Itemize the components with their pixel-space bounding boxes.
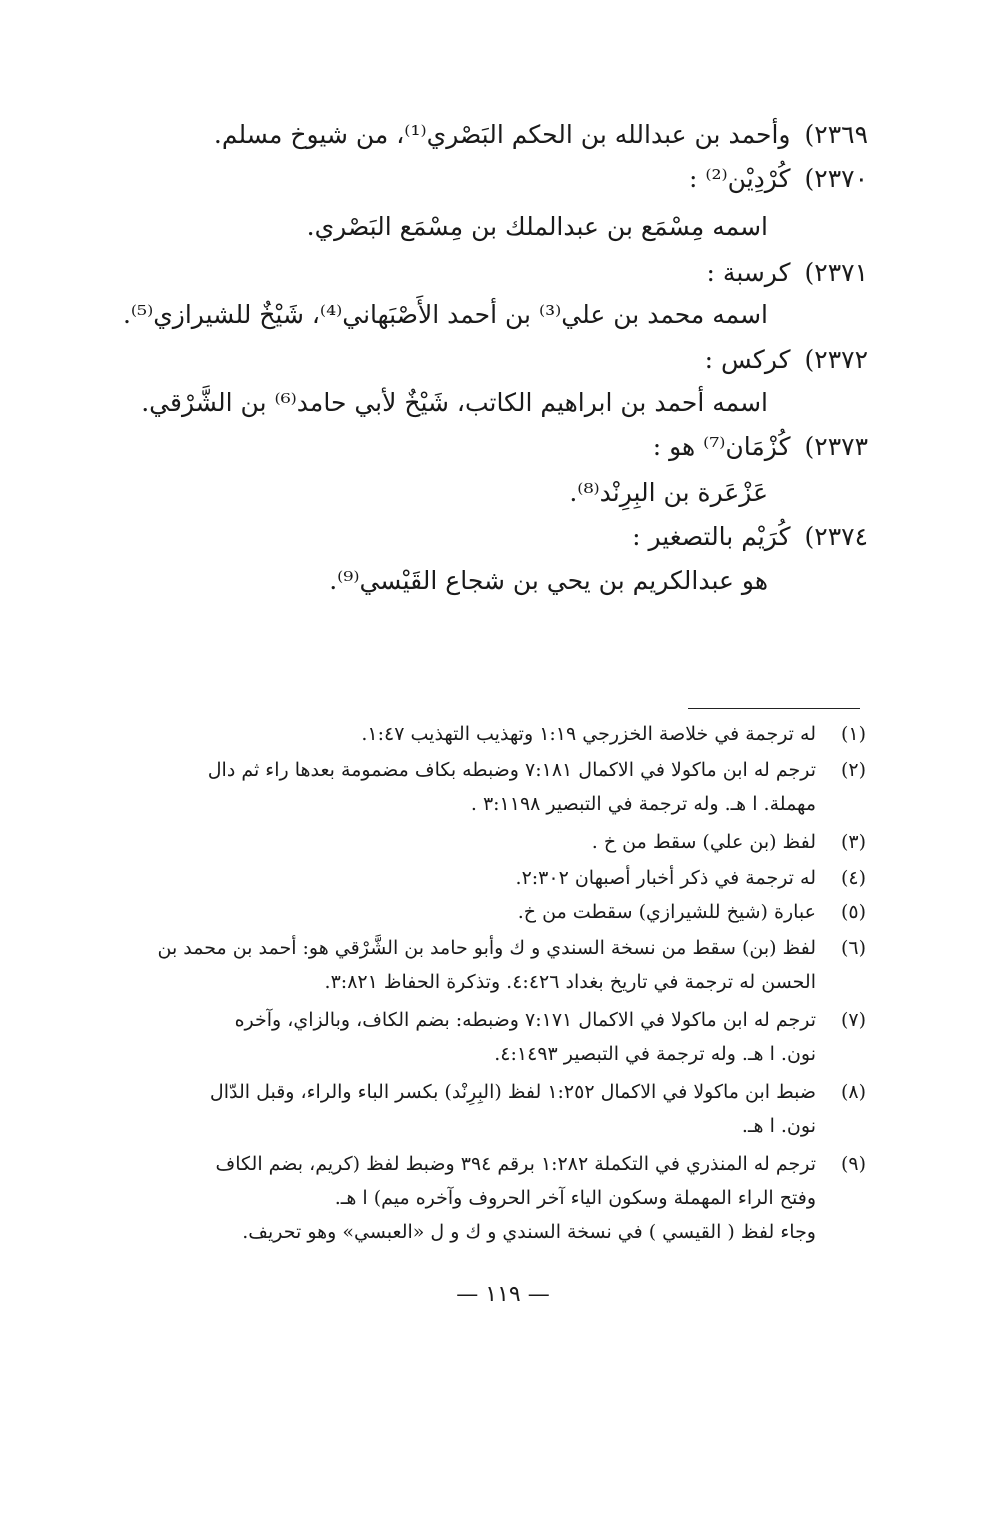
- entry-number: ٢٣٧٢): [804, 345, 868, 374]
- footnote-text: نون. ا هـ. وله ترجمة في التبصير ٤:١٤٩٣.: [494, 1043, 816, 1065]
- entry-2374-detail: [329, 564, 768, 598]
- footnote-text: ترجم له ابن ماكولا في الاكمال ٧:١٨١ وضبطه بكاف مضمومة بعدها راء ثم دال: [207, 759, 816, 781]
- footnote-number: (٦): [840, 937, 866, 959]
- entry-number: ٢٣٧٤): [804, 522, 868, 551]
- entry-2372: [705, 343, 868, 377]
- footnote-number: (٥): [840, 901, 866, 923]
- footnote-4: [516, 864, 866, 892]
- footnote-9-cont: [335, 1184, 816, 1212]
- entry-number: ٢٣٦٩): [804, 120, 868, 149]
- footnote-5: [518, 898, 866, 926]
- footnote-6-cont: [325, 968, 816, 996]
- footnote-text: ضبط ابن ماكولا في الاكمال ١:٢٥٢ لفظ (البِرِنْد) بكسر الباء والراء، وقبل الدّال: [209, 1081, 816, 1103]
- footnote-text: مهملة. ا هـ. وله ترجمة في التبصير ٣:١١٩٨ .: [470, 793, 816, 815]
- footnote-8: [210, 1078, 866, 1106]
- footnote-number: (٨): [840, 1081, 866, 1103]
- footnote-text: لفظ (بن علي) سقط من خ .: [591, 831, 816, 853]
- entry-number: ٢٣٧٠): [804, 164, 868, 193]
- entry-text: عَزْعَرة بن البِرِنْد⁽⁸⁾.: [569, 478, 768, 507]
- entry-2371: [707, 256, 868, 290]
- entry-2369: [214, 118, 868, 152]
- footnote-3: [592, 828, 866, 856]
- footnote-text: له ترجمة في ذكر أخبار أصبهان ٢:٣٠٢.: [515, 867, 816, 889]
- page-number: — ١١٩ —: [456, 1282, 550, 1307]
- footnote-text: وجاء لفظ ( القيسي ) في نسخة السندي و ك و ل «العبسي» وهو تحريف.: [242, 1221, 816, 1243]
- footnote-number: (٣): [840, 831, 866, 853]
- entry-text: كُرَيْم بالتصغير :: [632, 522, 791, 551]
- entry-text: وأحمد بن عبدالله بن الحكم البَصْري⁽¹⁾، من شيوخ مسلم.: [213, 120, 791, 149]
- footnote-2-cont: [471, 790, 816, 818]
- footnote-number: (٩): [840, 1153, 866, 1175]
- footnote-number: (٧): [840, 1009, 866, 1031]
- entry-text: اسمه مِسْمَع بن عبدالملك بن مِسْمَع البَصْري.: [306, 212, 768, 241]
- footnote-text: عبارة (شيخ للشيرازي) سقطت من خ.: [517, 901, 816, 923]
- footnote-6: [157, 934, 866, 962]
- footnote-text: الحسن له ترجمة في تاريخ بغداد ٤:٤٢٦. وتذكرة الحفاظ ٣:٨٢١.: [324, 971, 816, 993]
- footnote-text: ترجم له المنذري في التكملة ١:٢٨٢ برقم ٣٩٤ وضبط لفظ (كريم، بضم الكاف: [215, 1153, 816, 1175]
- entry-2373-detail: [569, 476, 768, 510]
- entry-text: اسمه أحمد بن ابراهيم الكاتب، شَيْخٌ لأبي حامد⁽⁶⁾ بن الشَّرْقي.: [141, 388, 768, 417]
- entry-2372-detail: [141, 386, 768, 420]
- entry-2374: [632, 520, 868, 554]
- entry-text: كُزْمَان⁽⁷⁾ هو :: [652, 432, 791, 461]
- footnote-9: [216, 1150, 866, 1178]
- footnote-separator: [688, 708, 860, 709]
- entry-text: اسمه محمد بن علي⁽³⁾ بن أحمد الأَصْبَهاني⁽⁴⁾، شَيْخٌ للشيرازي⁽⁵⁾.: [122, 300, 768, 329]
- entry-2373: [653, 430, 868, 464]
- footnote-text: ترجم له ابن ماكولا في الاكمال ٧:١٧١ وضبطه: بضم الكاف، وبالزاي، وآخره: [234, 1009, 816, 1031]
- entry-number: ٢٣٧٣): [804, 432, 868, 461]
- entry-2370-detail: [307, 210, 768, 244]
- footnote-7: [235, 1006, 866, 1034]
- footnote-number: (٢): [840, 759, 866, 781]
- entry-2370: [689, 162, 868, 196]
- entry-text: كرسبة :: [706, 258, 791, 287]
- footnote-text: لفظ (بن) سقط من نسخة السندي و ك وأبو حامد بن الشَّرْقي هو: أحمد بن محمد بن: [157, 937, 816, 959]
- footnote-9-cont-2: [242, 1218, 816, 1246]
- footnote-2: [208, 756, 866, 784]
- footnote-number: (٤): [840, 867, 866, 889]
- footnote-number: (١): [840, 723, 866, 745]
- footnote-1: [361, 720, 866, 748]
- footnote-7-cont: [494, 1040, 816, 1068]
- footnote-text: نون. ا هـ.: [741, 1115, 816, 1137]
- footnote-8-cont: [742, 1112, 816, 1140]
- footnote-text: له ترجمة في خلاصة الخزرجي ١:١٩ وتهذيب التهذيب ١:٤٧.: [361, 723, 816, 745]
- entry-text: هو عبدالكريم بن يحي بن شجاع القَيْسي⁽⁹⁾.: [329, 566, 768, 595]
- entry-number: ٢٣٧١): [804, 258, 868, 287]
- entry-text: كُرْدِيْن⁽²⁾ :: [689, 164, 791, 193]
- entry-2371-detail: [123, 298, 768, 332]
- entry-text: كركس :: [704, 345, 791, 374]
- footnote-text: وفتح الراء المهملة وسكون الياء آخر الحروف وآخره ميم) ا هـ.: [334, 1187, 816, 1209]
